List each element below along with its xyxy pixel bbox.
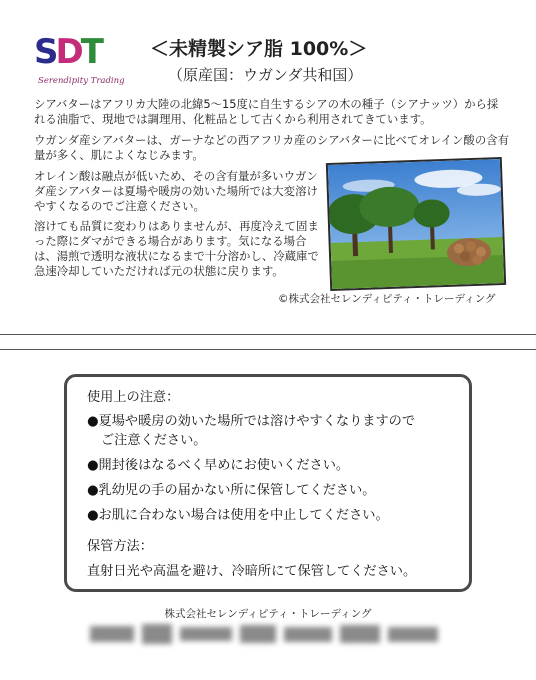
description-paragraph-3: オレイン酸は融点が低いため、その含有量が多いウガンダ産シアバターは夏場や暖房の効いた場所では大変溶けやすくなるのでご注意ください。 bbox=[34, 169, 318, 213]
company-logo bbox=[34, 32, 134, 90]
product-title: ＜未精製シア脂 100%＞ bbox=[150, 38, 368, 60]
logo-letters bbox=[34, 32, 101, 72]
description-paragraph-2: ウガンダ産シアバターは、ガーナなどの西アフリカ産のシアバターに比べてオレイン酸の含有量が多く、肌によくなじみます。 bbox=[34, 133, 509, 162]
product-origin: （原産国：ウガンダ共和国） bbox=[168, 66, 363, 84]
description-paragraph-4: 溶けても品質に変わりはありませんが、再度冷えて固まった際にダマができる場合があります。気になる場合は、湯煎で透明な液状になるまで十分溶かし、冷蔵庫で急速冷却していただければ元の状態に戻ります。 bbox=[34, 219, 319, 278]
description-paragraph-1: シアバターはアフリカ大陸の北緯5～15度に自生するシアの木の種子（シアナッツ）から採れる油脂で、現地では調理用、化粧品として古くから利用されてきています。 bbox=[34, 97, 499, 126]
notice-item-1: ●夏場や暖房の効いた場所では溶けやすくなりますので bbox=[87, 414, 416, 429]
logo-letter-s: S bbox=[34, 32, 56, 72]
notice-item-3: ●乳幼児の手の届かない所に保管してください。 bbox=[87, 483, 376, 498]
photo-landscape-image bbox=[328, 159, 504, 289]
divider-top bbox=[0, 334, 536, 335]
notice-item-2: ●開封後はなるべく早めにお使いください。 bbox=[87, 458, 350, 473]
notice-heading: 使用上の注意： bbox=[87, 390, 180, 405]
copyright-line: ©株式会社セレンディピティ・トレーディング bbox=[278, 293, 496, 305]
logo-letter-d: D bbox=[55, 32, 81, 72]
notice-item-4: ●お肌に合わない場合は使用を中止してください。 bbox=[87, 508, 389, 523]
redacted-address-block bbox=[84, 620, 446, 650]
divider-bottom bbox=[0, 349, 536, 350]
logo-tagline: Serendipity Trading bbox=[38, 76, 125, 86]
storage-text: 直射日光や高温を避け、冷暗所にて保管してください。 bbox=[87, 564, 417, 579]
storage-heading: 保管方法： bbox=[87, 539, 153, 554]
usage-notice-box bbox=[64, 374, 472, 592]
footer-company-name: 株式会社セレンディピティ・トレーディング bbox=[164, 608, 372, 620]
notice-item-1-cont: ご注意ください。 bbox=[101, 433, 207, 448]
logo-letter-t: T bbox=[80, 32, 101, 72]
shea-tree-photo bbox=[328, 159, 504, 289]
